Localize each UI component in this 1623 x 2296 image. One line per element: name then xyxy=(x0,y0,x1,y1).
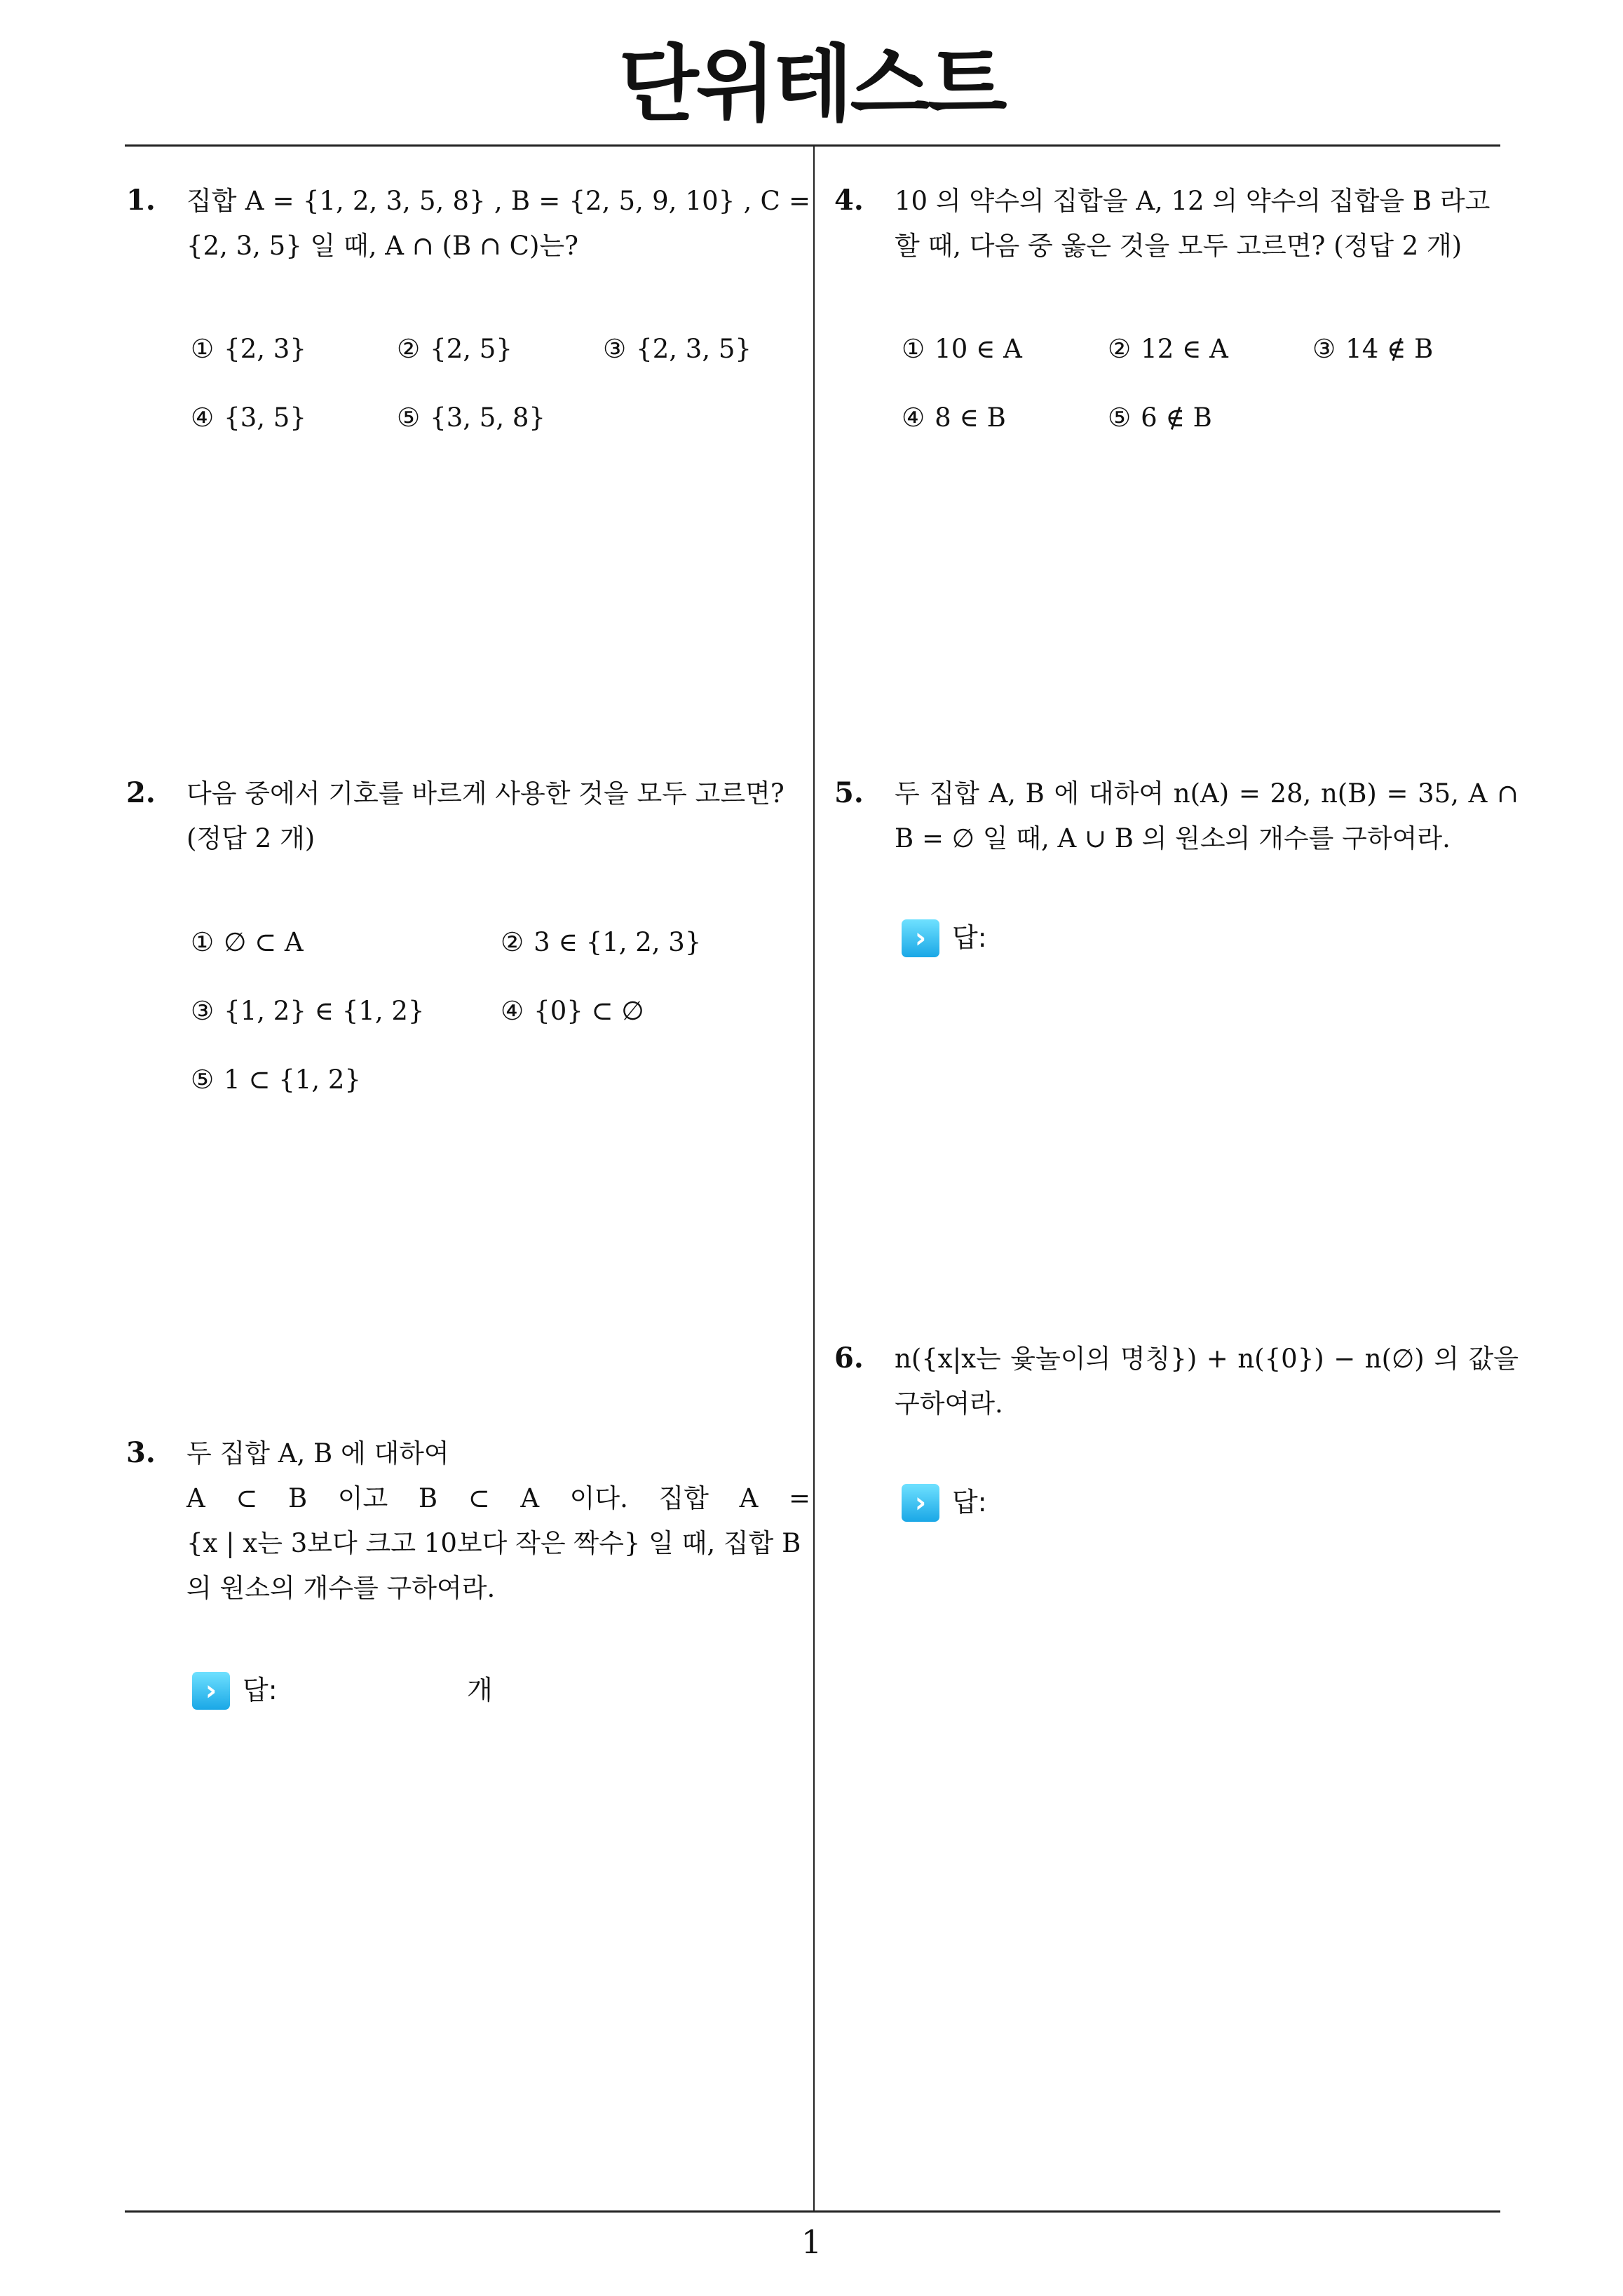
page-number: 1 xyxy=(801,2223,822,2261)
chevron-right-icon: › xyxy=(902,1484,939,1522)
question-1-choice-4[interactable]: ④ {3, 5} xyxy=(191,403,306,433)
question-1-choice-1[interactable]: ① {2, 3} xyxy=(191,334,306,364)
question-2-choice-3[interactable]: ③ {1, 2} ∈ {1, 2} xyxy=(191,996,425,1026)
question-3-number: 3. xyxy=(126,1436,156,1469)
question-1-number: 1. xyxy=(126,184,156,217)
question-2-number: 2. xyxy=(126,776,156,809)
question-5-line-1: 두 집합 A, B 에 대하여 n(A) = 28, n(B) = 35, A ∩ xyxy=(895,778,1519,809)
question-4-choice-2[interactable]: ② 12 ∈ A xyxy=(1108,334,1228,364)
question-2-line-1: 다음 중에서 기호를 바르게 사용한 것을 모두 고르면? xyxy=(186,778,785,809)
question-5-line-2: B = ∅ 일 때, A ∪ B 의 원소의 개수를 구하여라. xyxy=(895,823,1451,853)
question-2-choice-1[interactable]: ① ∅ ⊂ A xyxy=(191,927,304,957)
chevron-right-icon: › xyxy=(192,1672,230,1710)
question-5-answer-label: 답: xyxy=(952,922,987,953)
question-4-text xyxy=(895,179,1519,269)
footer-divider xyxy=(125,2210,1500,2213)
question-1-line-1: 집합 A = {1, 2, 3, 5, 8} , B = {2, 5, 9, 10} , C = xyxy=(186,186,810,216)
page-title: 단위테스트 xyxy=(618,36,1005,133)
question-4-line-1: 10 의 약수의 집합을 A, 12 의 약수의 집합을 B 라고 xyxy=(895,186,1490,216)
question-3-answer-unit: 개 xyxy=(467,1675,493,1706)
question-4-choice-4[interactable]: ④ 8 ∈ B xyxy=(902,403,1006,433)
question-6-answer-label: 답: xyxy=(952,1487,987,1518)
question-1-choice-2[interactable]: ② {2, 5} xyxy=(397,334,512,364)
header-divider xyxy=(125,144,1500,147)
question-3-text xyxy=(186,1431,810,1611)
question-2-text xyxy=(186,771,810,861)
column-divider xyxy=(813,145,815,2211)
question-1-line-2: {2, 3, 5} 일 때, A ∩ (B ∩ C)는? xyxy=(186,231,578,261)
question-6-line-1: n({x|x는 윷놀이의 명칭}) + n({0}) − n(∅) 의 값을 xyxy=(895,1344,1519,1374)
question-1-choice-3[interactable]: ③ {2, 3, 5} xyxy=(603,334,752,364)
question-4-choice-3[interactable]: ③ 14 ∉ B xyxy=(1312,334,1434,364)
question-1-choice-5[interactable]: ⑤ {3, 5, 8} xyxy=(397,403,545,433)
question-6-answer[interactable] xyxy=(902,1480,1112,1526)
question-4-line-2: 할 때, 다음 중 옳은 것을 모두 고르면? (정답 2 개) xyxy=(895,231,1462,261)
question-3-line-2: A ⊂ B 이고 B ⊂ A 이다. 집합 A = xyxy=(186,1483,810,1513)
question-2-choice-5[interactable]: ⑤ 1 ⊂ {1, 2} xyxy=(191,1065,361,1095)
question-2-line-2: (정답 2 개) xyxy=(186,823,315,853)
question-1-text xyxy=(186,179,810,269)
question-5-answer[interactable] xyxy=(902,915,1112,961)
question-3-line-4: 의 원소의 개수를 구하여라. xyxy=(186,1573,496,1603)
question-2-choice-4[interactable]: ④ {0} ⊂ ∅ xyxy=(501,996,644,1026)
question-3-answer-label: 답: xyxy=(243,1675,278,1706)
question-4-choice-5[interactable]: ⑤ 6 ∉ B xyxy=(1108,403,1212,433)
question-3-answer[interactable] xyxy=(192,1668,515,1714)
question-5-text xyxy=(895,771,1519,861)
question-6-text xyxy=(895,1337,1519,1426)
question-5-number: 5. xyxy=(834,776,864,809)
question-2-choice-2[interactable]: ② 3 ∈ {1, 2, 3} xyxy=(501,927,702,957)
question-4-choice-1[interactable]: ① 10 ∈ A xyxy=(902,334,1022,364)
chevron-right-icon: › xyxy=(902,919,939,957)
question-6-line-2: 구하여라. xyxy=(895,1389,1003,1419)
question-4-number: 4. xyxy=(834,184,864,217)
question-3-line-1: 두 집합 A, B 에 대하여 xyxy=(186,1438,449,1468)
question-6-number: 6. xyxy=(834,1342,864,1375)
question-3-line-3: {x | x는 3보다 크고 10보다 작은 짝수} 일 때, 집합 B xyxy=(186,1528,801,1558)
